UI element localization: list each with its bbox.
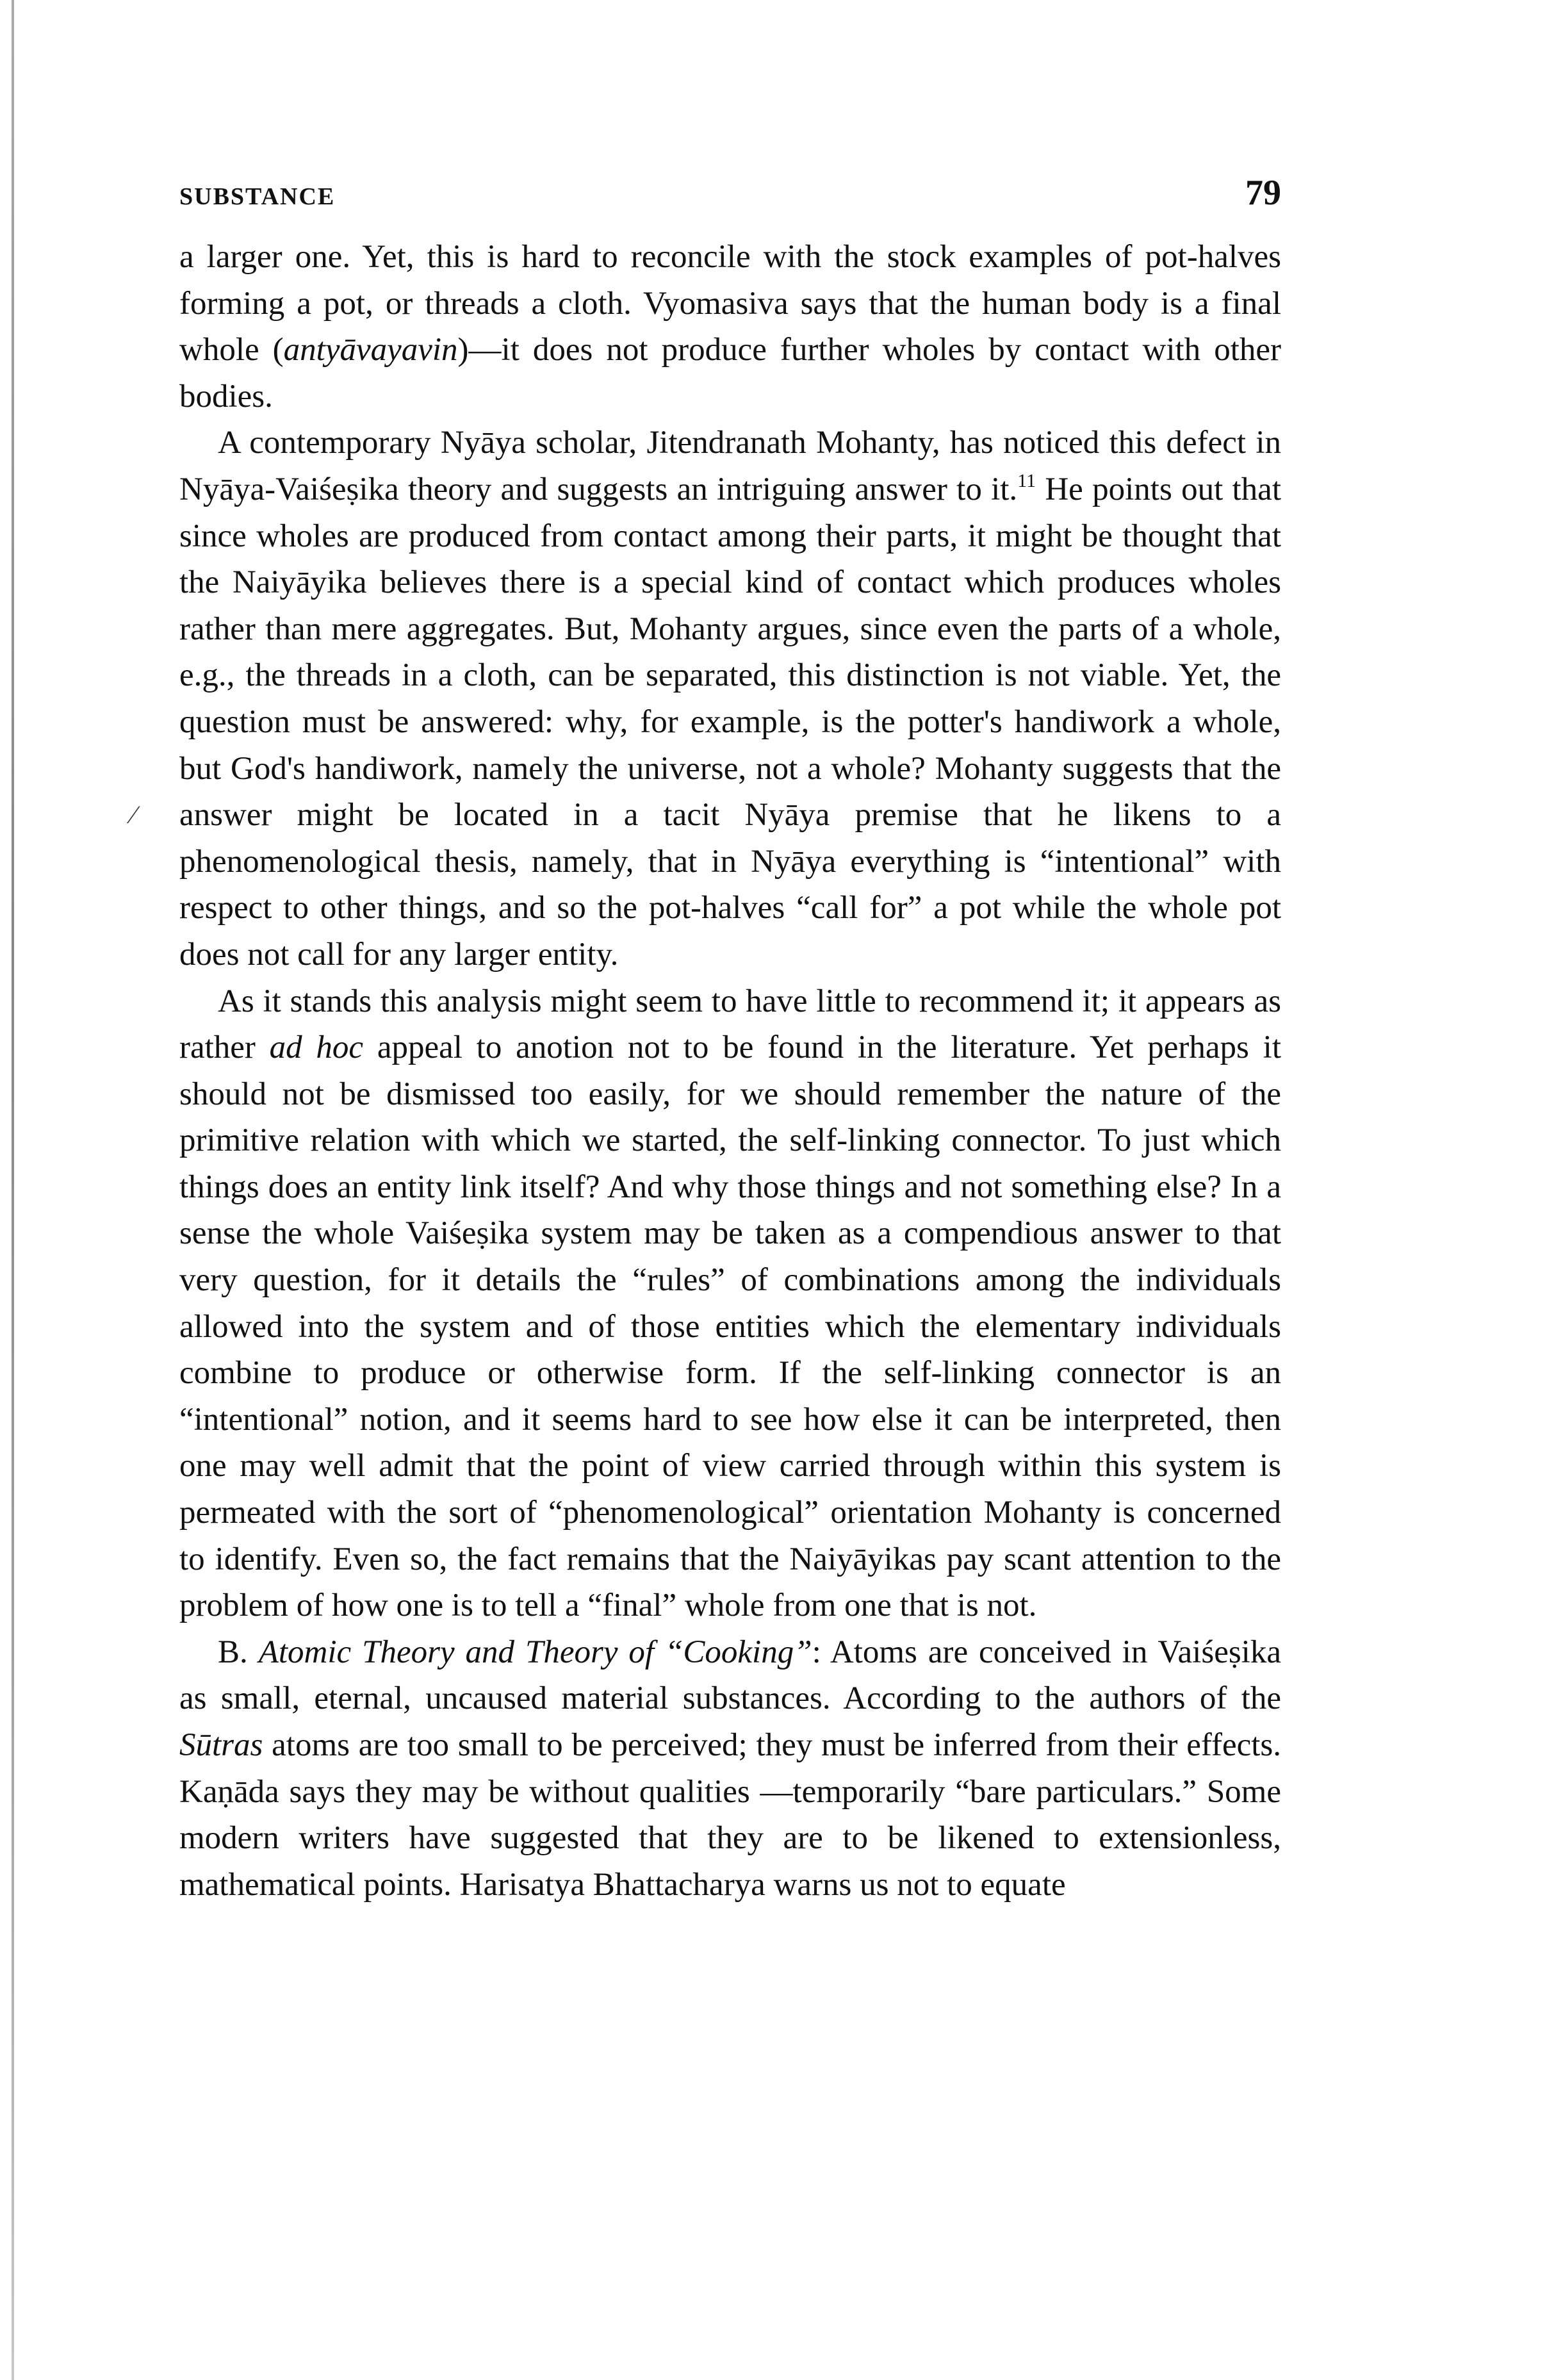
paragraph-text: As it stands this analysis might seem to have little to recommend it; it appears as rather [179,983,1281,1066]
paragraph-text: He points out that since wholes are produced from contact among their parts, it might be thought that the Naiyāyika believes there is a special kind of contact which produces wholes rather than mere aggregates. But, Mohanty argues, since even the parts of a whole, e.g., the threads in a cloth, can be separated, this distinction is not viable. Yet, the question must be answered: why, for example, is the potter's handiwork a whole, but God's handiwork, namely the universe, not a whole? Mohanty suggests that the answer might be located in a tacit Nyāya premise that he likens to a phenomenological thesis, namely, that in Nyāya everything is “intentional” with respect to other things, and so the pot-halves “call for” a pot while the whole pot does not call for any larger entity. [179,471,1281,973]
running-header [179,163,1281,234]
running-title: SUBSTANCE [179,183,336,210]
italic-text: Sūtras [179,1727,263,1763]
paragraph-text: appeal to anotion not to be found in the literature. Yet perhaps it should not be dismissed too easily, for we should remember the nature of the primitive relation with which we started, the self-linking connector. To just which things does an entity link itself? And why those things and not something else? In a sense the whole Vaiśeṣika system may be taken as a compendious answer to that very question, for it details the “rules” of combinations among the individuals allowed into the system and of those entities which the elementary individuals combine to produce or otherwise form. If the self-linking connector is an “intentional” notion, and it seems hard to see how else it can be interpreted, then one may well admit that the point of view carried through within this system is permeated with the sort of “phenomenological” orientation Mohanty is concerned to identify. Even so, the fact remains that the Naiyāyikas pay scant attention to the problem of how one is to tell a “final” whole from one that is not. [179,1030,1281,1624]
italic-text: Atomic Theory and Theory of “Cooking” [258,1634,812,1670]
footnote-reference: 11 [1017,470,1036,491]
paragraph [179,234,1281,420]
paragraph-text: atoms are too small to be perceived; they must be inferred from their effects. Kaṇāda says they may be without qualities —temporarily “bare particulars.” Some modern writers have suggested that they are to be likened to extensionless, mathematical points. Harisatya Bhattacharya warns us not to equate [179,1727,1281,1903]
paragraph-text: a larger one. Yet, this is hard to reconcile with the stock examples of pot-halves forming a pot, or threads a cloth. Vyomasiva says that the human body is a final whole ( [179,239,1281,368]
body-text [179,234,1281,1908]
margin-pencil-mark: ⁄ [131,800,136,829]
paragraph-text: A contemporary Nyāya scholar, Jitendranath Mohanty, has noticed this defect in Nyāya-Vaiśeṣika theory and suggests an intriguing answer to it. [179,425,1281,507]
italic-text: ad hoc [269,1030,364,1066]
paragraph-text: B. [218,1634,259,1670]
page-number: 79 [1245,173,1281,213]
paragraph [179,1629,1281,1908]
paragraph-text: : Atoms are conceived in Vaiśeṣika as small, eternal, uncaused material substances. According to the authors of the [179,1634,1281,1717]
scan-page-edge [12,0,14,2380]
paragraph [179,978,1281,1629]
paragraph [179,420,1281,978]
paragraph-text: )—it does not produce further wholes by contact with other bodies. [179,332,1281,414]
italic-text: antyāvayavin [283,332,458,368]
book-page [179,163,1281,1908]
